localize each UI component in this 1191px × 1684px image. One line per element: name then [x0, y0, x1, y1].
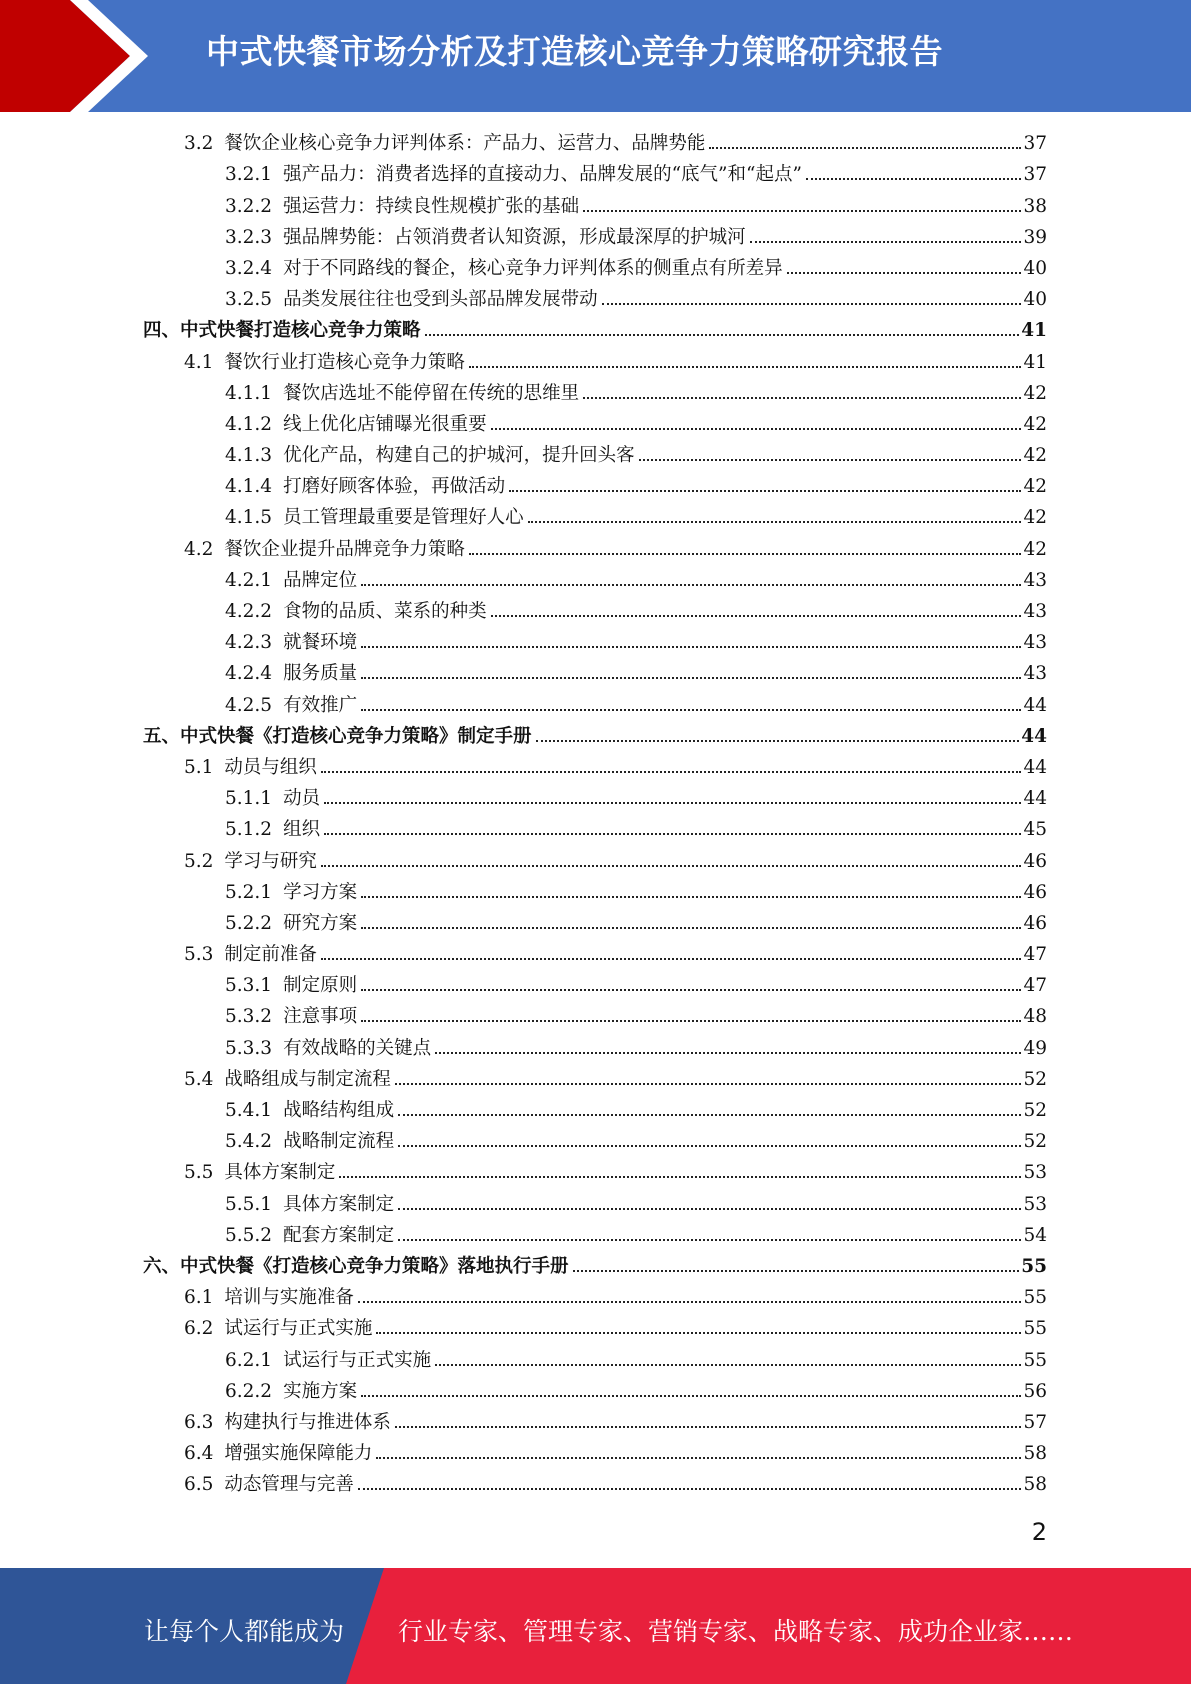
- toc-entry-number: 4.1.4: [225, 476, 273, 498]
- toc-entry-title: 动员与组织: [224, 756, 317, 778]
- toc-dot-leader: [469, 366, 1022, 368]
- toc-entry-number: 4.2: [184, 538, 214, 560]
- toc-entry[interactable]: [0, 1063, 1191, 1094]
- toc-dot-leader: [491, 428, 1022, 430]
- toc-dot-leader: [358, 1488, 1022, 1490]
- toc-entry-page: 43: [1023, 632, 1047, 654]
- toc-entry-number: 5.5: [184, 1162, 214, 1184]
- toc-entry-page: 53: [1023, 1162, 1047, 1184]
- toc-entry-page: 39: [1023, 226, 1047, 248]
- toc-entry[interactable]: [0, 1281, 1191, 1312]
- toc-entry-number: 6.5: [184, 1474, 214, 1496]
- toc-entry-page: 58: [1023, 1474, 1047, 1496]
- toc-entry-title: 战略结构组成: [283, 1100, 395, 1121]
- page-header: [0, 0, 1191, 112]
- toc-entry[interactable]: [0, 1468, 1191, 1499]
- toc-dot-leader: [361, 646, 1021, 648]
- toc-dot-leader: [321, 865, 1022, 867]
- toc-dot-leader: [435, 1364, 1021, 1366]
- toc-dot-leader: [435, 1052, 1021, 1054]
- toc-entry-number: 5.3: [184, 944, 214, 966]
- toc-entry-title: 具体方案制定: [224, 1162, 336, 1184]
- toc-entry-title: 战略组成与制定流程: [224, 1068, 391, 1090]
- toc-dot-leader: [361, 896, 1021, 898]
- toc-entry-title: 学习与研究: [224, 850, 317, 872]
- toc-entry-title: 制定原则: [283, 975, 358, 997]
- toc-entry-page: 42: [1023, 476, 1047, 498]
- toc-entry-page: 42: [1023, 413, 1047, 435]
- toc-dot-leader: [787, 272, 1022, 274]
- toc-entry-title: 服务质量: [283, 663, 358, 685]
- toc-entry-number: 6.4: [184, 1443, 214, 1465]
- toc-entry-number: 4.1: [184, 351, 214, 373]
- toc-dot-leader: [324, 833, 1021, 835]
- toc-entry-number: 5.4: [184, 1068, 214, 1090]
- toc-entry[interactable]: [0, 408, 1191, 439]
- toc-entry-title: 研究方案: [283, 912, 358, 934]
- toc-dot-leader: [639, 459, 1022, 461]
- toc-entry-number: 6.2.2: [225, 1380, 273, 1402]
- toc-entry-page: 46: [1023, 881, 1047, 903]
- toc-entry-title: 强品牌势能：占领消费者认知资源，形成最深厚的护城河: [283, 226, 746, 248]
- toc-entry-page: 44: [1023, 756, 1047, 778]
- toc-entry-number: 5.3.1: [225, 975, 273, 997]
- toc-dot-leader: [339, 1176, 1021, 1178]
- toc-entry-title: 培训与实施准备: [224, 1287, 354, 1309]
- toc-entry[interactable]: [0, 1094, 1191, 1125]
- toc-entry-page: 55: [1021, 1255, 1047, 1277]
- toc-entry[interactable]: [0, 1437, 1191, 1468]
- toc-entry-page: 43: [1023, 663, 1047, 685]
- toc-entry-title: 有效推广: [283, 694, 358, 716]
- toc-entry-number: 5.3.2: [225, 1006, 273, 1028]
- toc-entry[interactable]: [0, 283, 1191, 314]
- toc-entry-number: 5.1.2: [225, 819, 273, 841]
- toc-entry-title: 战略制定流程: [283, 1131, 395, 1153]
- toc-entry-number: 6.2: [184, 1318, 214, 1340]
- toc-entry-number: 3.2.5: [225, 289, 273, 311]
- toc-dot-leader: [602, 303, 1022, 305]
- toc-dot-leader: [583, 397, 1021, 399]
- toc-entry-page: 44: [1023, 788, 1047, 810]
- toc-dot-leader: [395, 1083, 1022, 1085]
- table-of-contents: [0, 127, 1191, 1499]
- toc-entry-title: 餐饮企业核心竞争力评判体系：产品力、运营力、品牌势能: [224, 133, 706, 155]
- toc-dot-leader: [361, 584, 1021, 586]
- toc-entry[interactable]: [0, 1312, 1191, 1343]
- toc-dot-leader: [395, 1426, 1022, 1428]
- footer-slogan-left: 让每个人都能成为: [144, 1617, 345, 1646]
- toc-dot-leader: [324, 802, 1021, 804]
- toc-entry-number: 3.2.4: [225, 257, 273, 279]
- toc-entry-number: 4.1.5: [225, 507, 273, 529]
- toc-entry[interactable]: [0, 345, 1191, 376]
- toc-entry-number: 4.1.3: [225, 445, 273, 467]
- toc-entry-title: 品类发展往往也受到头部品牌发展带动: [283, 289, 598, 311]
- red-chevron-icon: [0, 0, 160, 112]
- toc-entry[interactable]: [0, 1375, 1191, 1406]
- toc-entry-page: 42: [1023, 538, 1047, 560]
- toc-entry-title: 试运行与正式实施: [283, 1349, 432, 1371]
- toc-dot-leader: [361, 1395, 1021, 1397]
- toc-entry-title: 实施方案: [283, 1380, 358, 1402]
- toc-entry-page: 46: [1023, 850, 1047, 872]
- toc-entry-number: 3.2.2: [225, 195, 273, 217]
- toc-entry-page: 55: [1023, 1349, 1047, 1371]
- toc-entry-page: 55: [1023, 1318, 1047, 1340]
- toc-entry[interactable]: [0, 876, 1191, 907]
- toc-entry-page: 42: [1023, 507, 1047, 529]
- toc-entry-page: 57: [1023, 1411, 1047, 1433]
- toc-entry-number: 5.4.1: [225, 1100, 273, 1121]
- toc-entry[interactable]: [0, 127, 1191, 158]
- toc-entry-title: 有效战略的关键点: [283, 1037, 432, 1059]
- toc-entry-title: 对于不同路线的餐企，核心竞争力评判体系的侧重点有所差异: [283, 257, 783, 279]
- toc-entry-title: 动员: [283, 788, 321, 810]
- toc-entry-title: 构建执行与推进体系: [224, 1411, 391, 1433]
- toc-entry[interactable]: [0, 1219, 1191, 1250]
- toc-entry[interactable]: [0, 1343, 1191, 1374]
- toc-entry-page: 41: [1021, 320, 1047, 342]
- toc-entry-number: 5.2.1: [225, 881, 273, 903]
- toc-entry[interactable]: [0, 252, 1191, 283]
- toc-dot-leader: [528, 521, 1022, 523]
- toc-entry-number: 3.2.3: [225, 226, 273, 248]
- toc-entry[interactable]: [0, 377, 1191, 408]
- toc-entry-title: 具体方案制定: [283, 1193, 395, 1215]
- toc-entry-number: 3.2: [184, 133, 214, 155]
- toc-entry[interactable]: [0, 782, 1191, 813]
- toc-entry-title: 试运行与正式实施: [224, 1318, 373, 1340]
- toc-entry-page: 58: [1023, 1443, 1047, 1465]
- toc-entry-page: 48: [1023, 1006, 1047, 1028]
- toc-entry-number: 4.2.1: [225, 569, 273, 591]
- toc-entry-page: 54: [1023, 1224, 1047, 1246]
- toc-entry-title: 组织: [283, 819, 321, 841]
- toc-entry-title: 动态管理与完善: [224, 1474, 354, 1496]
- page-footer: [0, 1568, 1191, 1684]
- toc-entry-title: 优化产品，构建自己的护城河，提升回头客: [283, 445, 635, 467]
- toc-entry-number: 5.5.1: [225, 1193, 273, 1215]
- toc-entry[interactable]: [0, 720, 1191, 751]
- toc-entry[interactable]: [0, 1250, 1191, 1281]
- footer-slogan-right: 行业专家、管理专家、营销专家、战略专家、成功企业家……: [398, 1617, 1074, 1646]
- toc-entry[interactable]: [0, 470, 1191, 501]
- toc-entry-page: 49: [1023, 1037, 1047, 1059]
- toc-entry-page: 40: [1023, 289, 1047, 311]
- toc-dot-leader: [361, 927, 1021, 929]
- toc-entry-page: 37: [1023, 164, 1047, 186]
- toc-entry[interactable]: [0, 907, 1191, 938]
- toc-dot-leader: [583, 210, 1021, 212]
- toc-entry-number: 6.3: [184, 1411, 214, 1433]
- toc-dot-leader: [361, 989, 1021, 991]
- toc-entry-title: 六、中式快餐《打造核心竞争力策略》落地执行手册: [143, 1255, 569, 1277]
- toc-dot-leader: [709, 147, 1021, 149]
- toc-entry[interactable]: [0, 1125, 1191, 1156]
- toc-entry-number: 4.2.2: [225, 601, 273, 622]
- toc-dot-leader: [376, 1457, 1021, 1459]
- report-title: 中式快餐市场分析及打造核心竞争力策略研究报告: [206, 32, 943, 71]
- toc-entry-page: 43: [1023, 601, 1047, 622]
- toc-dot-leader: [361, 1020, 1021, 1022]
- toc-entry-title: 五、中式快餐《打造核心竞争力策略》制定手册: [143, 725, 532, 747]
- toc-dot-leader: [361, 677, 1021, 679]
- toc-entry-number: 5.1.1: [225, 788, 273, 810]
- toc-dot-leader: [425, 334, 1020, 336]
- toc-entry-title: 四、中式快餐打造核心竞争力策略: [143, 320, 421, 342]
- toc-entry-page: 47: [1023, 975, 1047, 997]
- toc-entry[interactable]: [0, 813, 1191, 844]
- toc-entry-number: 5.2: [184, 850, 214, 872]
- toc-entry-page: 55: [1023, 1287, 1047, 1309]
- toc-entry[interactable]: [0, 1031, 1191, 1062]
- toc-entry-title: 注意事项: [283, 1006, 358, 1028]
- toc-entry-number: 4.2.3: [225, 632, 273, 654]
- toc-entry-page: 47: [1023, 944, 1047, 966]
- toc-entry-number: 6.2.1: [225, 1349, 273, 1371]
- toc-entry[interactable]: [0, 189, 1191, 220]
- toc-entry-page: 53: [1023, 1193, 1047, 1215]
- toc-entry[interactable]: [0, 688, 1191, 719]
- toc-dot-leader: [321, 771, 1022, 773]
- toc-entry-number: 6.1: [184, 1287, 214, 1309]
- toc-entry-number: 4.1.1: [225, 382, 273, 404]
- toc-dot-leader: [509, 490, 1021, 492]
- toc-entry[interactable]: [0, 221, 1191, 252]
- toc-entry-page: 41: [1023, 351, 1047, 373]
- toc-dot-leader: [573, 1270, 1020, 1272]
- toc-entry[interactable]: [0, 844, 1191, 875]
- toc-dot-leader: [358, 1301, 1022, 1303]
- toc-entry-page: 46: [1023, 912, 1047, 934]
- toc-dot-leader: [321, 958, 1022, 960]
- toc-entry[interactable]: [0, 439, 1191, 470]
- toc-entry-title: 员工管理最重要是管理好人心: [283, 507, 524, 529]
- toc-entry-number: 5.3.3: [225, 1037, 273, 1059]
- toc-entry-page: 52: [1023, 1100, 1047, 1121]
- toc-entry-title: 就餐环境: [283, 632, 358, 654]
- toc-entry-title: 增强实施保障能力: [224, 1443, 373, 1465]
- toc-entry[interactable]: [0, 1156, 1191, 1187]
- toc-entry-title: 餐饮行业打造核心竞争力策略: [224, 351, 465, 373]
- toc-dot-leader: [361, 709, 1021, 711]
- toc-entry-title: 学习方案: [283, 881, 358, 903]
- toc-dot-leader: [398, 1145, 1021, 1147]
- toc-entry-page: 45: [1023, 819, 1047, 841]
- toc-entry-number: 4.2.5: [225, 694, 273, 716]
- toc-entry-page: 44: [1023, 694, 1047, 716]
- toc-entry-page: 42: [1023, 382, 1047, 404]
- toc-entry-page: 52: [1023, 1131, 1047, 1153]
- toc-dot-leader: [536, 740, 1020, 742]
- toc-entry-title: 打磨好顾客体验，再做活动: [283, 476, 506, 498]
- toc-entry-number: 5.1: [184, 756, 214, 778]
- toc-entry[interactable]: [0, 501, 1191, 532]
- toc-entry-title: 配套方案制定: [283, 1224, 395, 1246]
- toc-entry-page: 42: [1023, 445, 1047, 467]
- toc-entry[interactable]: [0, 1187, 1191, 1218]
- toc-entry[interactable]: [0, 751, 1191, 782]
- toc-entry-page: 38: [1023, 195, 1047, 217]
- toc-entry[interactable]: [0, 532, 1191, 563]
- toc-entry-title: 食物的品质、菜系的种类: [283, 601, 487, 622]
- toc-dot-leader: [806, 178, 1022, 180]
- toc-dot-leader: [398, 1239, 1021, 1241]
- toc-entry-number: 3.2.1: [225, 164, 273, 186]
- toc-entry-title: 餐饮店选址不能停留在传统的思维里: [283, 382, 580, 404]
- toc-entry[interactable]: [0, 626, 1191, 657]
- toc-entry-number: 5.2.2: [225, 912, 273, 934]
- page-number: 2: [1031, 1518, 1047, 1546]
- toc-dot-leader: [398, 1114, 1021, 1116]
- toc-entry-page: 52: [1023, 1068, 1047, 1090]
- toc-entry[interactable]: [0, 564, 1191, 595]
- toc-entry-page: 40: [1023, 257, 1047, 279]
- toc-entry-page: 37: [1023, 133, 1047, 155]
- toc-entry-page: 56: [1023, 1380, 1047, 1402]
- toc-entry-page: 44: [1021, 725, 1047, 747]
- toc-entry[interactable]: [0, 314, 1191, 345]
- toc-entry-title: 品牌定位: [283, 569, 358, 591]
- toc-entry-number: 5.5.2: [225, 1224, 273, 1246]
- toc-dot-leader: [750, 241, 1022, 243]
- toc-entry-number: 4.1.2: [225, 413, 273, 435]
- toc-entry-number: 5.4.2: [225, 1131, 273, 1153]
- toc-dot-leader: [469, 553, 1022, 555]
- toc-entry[interactable]: [0, 595, 1191, 626]
- toc-entry-page: 43: [1023, 569, 1047, 591]
- toc-dot-leader: [398, 1208, 1021, 1210]
- toc-entry-title: 线上优化店铺曝光很重要: [283, 413, 487, 435]
- toc-entry[interactable]: [0, 158, 1191, 189]
- toc-entry[interactable]: [0, 1406, 1191, 1437]
- toc-dot-leader: [376, 1332, 1021, 1334]
- toc-entry-title: 强产品力：消费者选择的直接动力、品牌发展的“底气”和“起点”: [283, 164, 802, 186]
- toc-entry-title: 餐饮企业提升品牌竞争力策略: [224, 538, 465, 560]
- toc-entry[interactable]: [0, 1000, 1191, 1031]
- toc-entry[interactable]: [0, 969, 1191, 1000]
- toc-entry-number: 4.2.4: [225, 663, 273, 685]
- toc-dot-leader: [491, 615, 1022, 617]
- toc-entry-title: 强运营力：持续良性规模扩张的基础: [283, 195, 580, 217]
- toc-entry-title: 制定前准备: [224, 944, 317, 966]
- toc-entry[interactable]: [0, 938, 1191, 969]
- toc-entry[interactable]: [0, 657, 1191, 688]
